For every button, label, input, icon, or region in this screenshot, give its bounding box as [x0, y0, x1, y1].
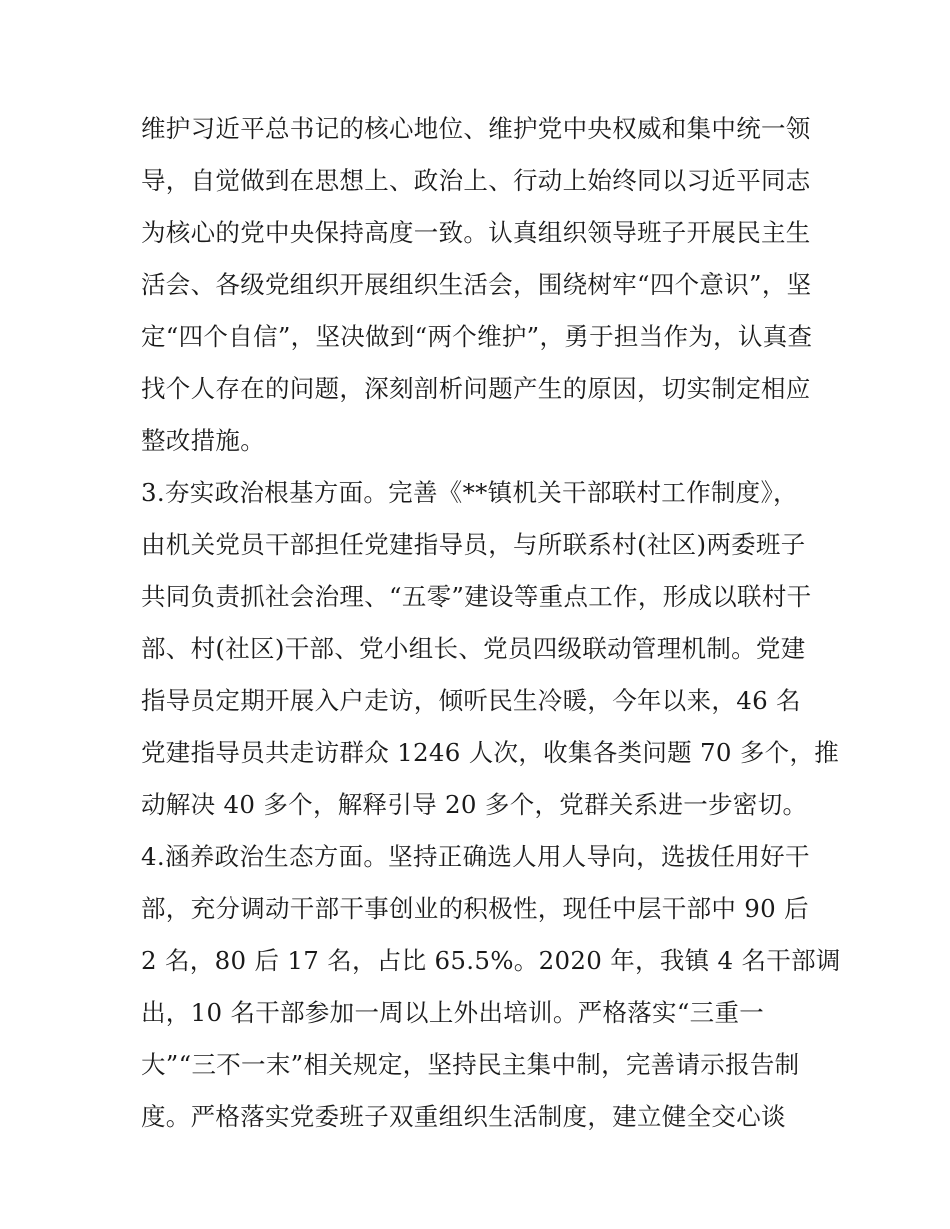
text-line: 整改措施。	[141, 426, 265, 455]
section-heading-line: 3.夯实政治根基方面。完善《**镇机关干部联村工作制度》，	[141, 478, 798, 507]
text-line: 活会、各级党组织开展组织生活会，围绕树牢“四个意识”，坚	[141, 270, 812, 299]
text-line: 部，充分调动干部干事创业的积极性，现任中层干部中 90 后	[141, 894, 809, 923]
text-line: 指导员定期开展入户走访，倾听民生冷暖，今年以来，46 名	[141, 686, 801, 715]
text-line: 共同负责抓社会治理、“五零”建设等重点工作，形成以联村干	[141, 582, 812, 611]
text-line: 动解决 40 多个，解释引导 20 多个，党群关系进一步密切。	[141, 790, 808, 819]
text-line: 度。严格落实党委班子双重组织生活制度，建立健全交心谈	[141, 1102, 786, 1131]
text-line: 2 名，80 后 17 名，占比 65.5%。2020 年，我镇 4 名干部调	[141, 946, 841, 975]
text-line: 大”“三不一末”相关规定，坚持民主集中制，完善请示报告制	[141, 1050, 800, 1079]
text-line: 由机关党员干部担任党建指导员，与所联系村(社区)两委班子	[141, 530, 806, 559]
text-line: 维护习近平总书记的核心地位、维护党中央权威和集中统一领	[141, 114, 811, 143]
text-line: 党建指导员共走访群众 1246 人次，收集各类问题 70 多个，推	[141, 738, 840, 767]
text-line: 找个人存在的问题，深刻剖析问题产生的原因，切实制定相应	[141, 374, 811, 403]
text-line: 导，自觉做到在思想上、政治上、行动上始终同以习近平同志	[141, 166, 811, 195]
text-line: 出，10 名干部参加一周以上外出培训。严格落实“三重一	[141, 998, 765, 1027]
text-line: 部、村(社区)干部、党小组长、党员四级联动管理机制。党建	[141, 634, 806, 663]
section-heading-line: 4.涵养政治生态方面。坚持正确选人用人导向，选拔任用好干	[141, 842, 810, 871]
body-text	[141, 103, 841, 1143]
text-line: 定“四个自信”，坚决做到“两个维护”，勇于担当作为，认真查	[141, 322, 813, 351]
text-line: 为核心的党中央保持高度一致。认真组织领导班子开展民主生	[141, 218, 811, 247]
